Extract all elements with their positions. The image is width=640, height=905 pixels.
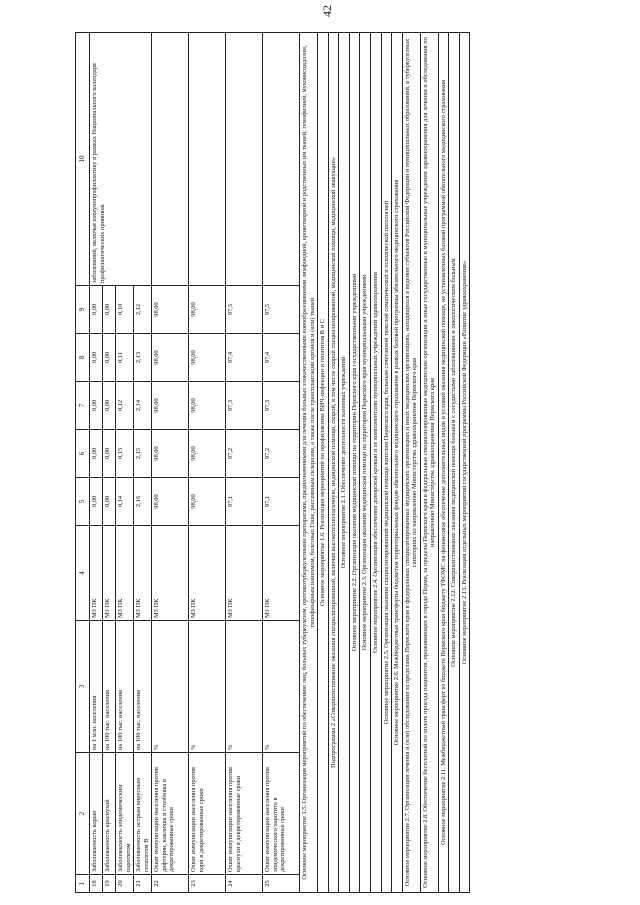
indicator-name: Заболеваемость эпидемическим паротитом: [116, 753, 134, 875]
measure-row: [402, 33, 420, 893]
empty-cell: [189, 33, 226, 286]
empty-cell: [152, 33, 189, 286]
table-row: [90, 33, 103, 893]
value: 97,2: [263, 430, 300, 478]
column-10-text: заболеваний, включая иммунопрофилактику в рамках Национального календаря профилактических прививок: [90, 33, 152, 286]
value: 0,00: [103, 382, 116, 430]
indicator-name: Охват иммунизации населения против эпидемического паротита в декретированные сроки: [263, 753, 300, 875]
unit: на 1 млн. населения: [90, 621, 103, 753]
indicator-name: Охват иммунизации населения против краснухи в декретированные сроки: [226, 753, 263, 875]
executor: МЗ ПК: [116, 526, 134, 621]
value: 98,00: [189, 478, 226, 526]
unit: на 100 тыс. населения: [134, 621, 152, 753]
indicator-name: Охват иммунизации населения против дифтерии, коклюша и столбняка в декретированные сроки: [152, 753, 189, 875]
value: 2,14: [134, 382, 152, 430]
table-row: [263, 33, 300, 893]
empty-cell: [226, 33, 263, 286]
measure-1-5: Основное мероприятие 1.5. Организация мероприятий по обеспечению лиц, больных туберкулезом, противотуберкулезными препаратами, предназначенными для лечения больных злокачественными новообразованиями лимфоидной, кроветворной и родственных им тканей, гемофилией, муковисцидозом, гипофизарным нанизмом, болезнью Гоше, рассеянным склерозом, а также после трансплантации органов и (или) тканей: [300, 33, 318, 893]
header-cell: 7: [76, 382, 90, 430]
unit: %: [226, 621, 263, 753]
page-number: 42: [320, 5, 334, 17]
measure-row: [420, 33, 438, 893]
value: 97,5: [263, 286, 300, 334]
value: 0,00: [103, 334, 116, 382]
row-number: 20: [116, 875, 134, 893]
measure-2-4: Основное мероприятие 2.4. Организация обеспечения донорской кровью и ее компонентами муниципальных учреждений здравоохранения: [371, 33, 382, 893]
value: 0,13: [116, 430, 134, 478]
header-cell: 2: [76, 753, 90, 875]
measure-row: [381, 33, 392, 893]
measure-1-6: Основное мероприятие 1.6. Реализация мероприятий по профилактике ВИЧ-инфекции и гепатитов В и С: [318, 33, 329, 893]
value: 2,12: [134, 286, 152, 334]
measure-row: [349, 33, 360, 893]
measure-2-6: Основное мероприятие 2.6. Межбюджетные трансферты бюджетам территориальных фондов обязательного медицинского страхования в рамках базовой программы обязательного медицинского страхования: [392, 33, 403, 893]
indicator-name: Заболеваемость острым вирусным гепатитом В: [134, 753, 152, 875]
subprogram-row: [328, 33, 339, 893]
value: 97,3: [226, 382, 263, 430]
value: 97,3: [263, 382, 300, 430]
row-number: 23: [189, 875, 226, 893]
header-cell: 5: [76, 478, 90, 526]
row-number: 19: [103, 875, 116, 893]
value: 0,00: [103, 286, 116, 334]
indicator-table-sheet: [75, 33, 470, 893]
measure-row: [392, 33, 403, 893]
row-number: 21: [134, 875, 152, 893]
unit: на 100 тыс. населения: [103, 621, 116, 753]
row-number: 22: [152, 875, 189, 893]
header-cell: 1: [76, 875, 90, 893]
measure-row: [438, 33, 449, 893]
value: 98,00: [189, 430, 226, 478]
unit: %: [189, 621, 226, 753]
header-cell: 4: [76, 526, 90, 621]
measure-row: [449, 33, 460, 893]
value: 97,4: [263, 334, 300, 382]
value: 98,00: [189, 382, 226, 430]
value: 98,00: [152, 382, 189, 430]
table-header-row: [76, 33, 90, 893]
measure-row: [371, 33, 382, 893]
measure-2-8: Основное мероприятие 2.8. Обеспечение бесплатной по оплате проезда пациентов, проживающих в городе Перми, за пределы Пермского края в федеральные специализированные медицинские организации и иные государственные и муниципальные учреждения здравоохранения для лечения и обследования по направлению Министерства здравоохранения Пермского края: [420, 33, 438, 893]
value: 0,00: [90, 430, 103, 478]
header-cell: 3: [76, 621, 90, 753]
executor: МЗ ПК: [134, 526, 152, 621]
indicator-name: Заболеваемость краснухой: [103, 753, 116, 875]
value: 0,00: [103, 478, 116, 526]
value: 97,4: [226, 334, 263, 382]
unit: %: [152, 621, 189, 753]
value: 98,00: [152, 478, 189, 526]
unit: на 100 тыс. населения: [116, 621, 134, 753]
executor: МЗ ПК: [103, 526, 116, 621]
table-row: [189, 33, 226, 893]
indicator-name: Заболеваемость корью: [90, 753, 103, 875]
value: 2,16: [134, 478, 152, 526]
indicator-name: Охват иммунизации населения против кори в декретированные сроки: [189, 753, 226, 875]
value: 98,00: [189, 334, 226, 382]
value: 97,5: [226, 286, 263, 334]
measure-2-13: Основное мероприятие 2.13. Реализация отдельных мероприятий государственной программы Российской Федерации «Развитие здравоохранения»: [459, 33, 470, 893]
row-number: 24: [226, 875, 263, 893]
value: 2,13: [134, 334, 152, 382]
executor: МЗ ПК: [263, 526, 300, 621]
header-cell: 10: [76, 33, 90, 286]
executor: МЗ ПК: [189, 526, 226, 621]
measure-2-7: Основное мероприятие 2.7. Организация лечения и (или) обследования за пределами Пермского края в федеральных специализированных медицинских организациях и иных медицинских организациях, находящихся в ведении субъектов Российской Федерации и муниципальных образований, в туберкулезных санаториях по направлению Министерства здравоохранения Пермского края: [402, 33, 420, 893]
value: 98,00: [152, 430, 189, 478]
executor: МЗ ПК: [226, 526, 263, 621]
measure-row: [339, 33, 350, 893]
measure-2-2: Основное мероприятие 2.2. Организация оказания медицинской помощи на территории Пермского края государственными учреждениями: [349, 33, 360, 893]
header-cell: 6: [76, 430, 90, 478]
value: 97,1: [226, 478, 263, 526]
measure-row: [360, 33, 371, 893]
measure-2-12: Основное мероприятие 2.12. Совершенствование оказания медицинской помощи больным с сосудистыми заболеваниями и онкологическим больным: [449, 33, 460, 893]
measure-2-5: Основное мероприятие 2.5. Организация оказания специализированной медицинской помощи жителям Пермского края, больным сочетанной тяжелой соматической и психической патологией: [381, 33, 392, 893]
table-row: [152, 33, 189, 893]
unit: %: [263, 621, 300, 753]
value: 0,00: [90, 382, 103, 430]
value: 98,00: [152, 334, 189, 382]
value: 0,12: [116, 382, 134, 430]
row-number: 18: [90, 875, 103, 893]
measure-row: [300, 33, 318, 893]
header-cell: 9: [76, 286, 90, 334]
empty-cell: [263, 33, 300, 286]
value: 97,1: [263, 478, 300, 526]
measure-2-3: Основное мероприятие 2.3. Организация оказания медицинской помощи на территории Пермского края муниципальными учреждениями: [360, 33, 371, 893]
value: 0,10: [116, 286, 134, 334]
value: 2,15: [134, 430, 152, 478]
value: 0,11: [116, 334, 134, 382]
executor: МЗ ПК: [152, 526, 189, 621]
value: 0,14: [116, 478, 134, 526]
measure-2-11: Основное мероприятие 2.11. Межбюджетный трансферт из бюджета Пермского края бюджету ТФОМС на финансовое обеспечение дополнительных видов и условий оказания медицинской помощи, не установленных базовой программой обязательного медицинского страхования: [438, 33, 449, 893]
executor: МЗ ПК: [90, 526, 103, 621]
subprogram-2-title: Подпрограмма 2 «Совершенствование оказания специализированной, включая высокотехнологичную, медицинской помощи, скорой, в том числе скорой специализированной, медицинской помощи, медицинской эвакуации»: [328, 33, 339, 893]
value: 98,00: [152, 286, 189, 334]
header-cell: 8: [76, 334, 90, 382]
table-row: [226, 33, 263, 893]
value: 0,00: [90, 286, 103, 334]
value: 98,00: [189, 286, 226, 334]
measure-row: [318, 33, 329, 893]
measure-row: [459, 33, 470, 893]
indicators-table: [75, 32, 470, 893]
row-number: 25: [263, 875, 300, 893]
measure-2-1: Основное мероприятие 2.1. Обеспечение деятельности казенных учреждений: [339, 33, 350, 893]
value: 0,00: [103, 430, 116, 478]
value: 97,2: [226, 430, 263, 478]
value: 0,00: [90, 478, 103, 526]
value: 0,00: [90, 334, 103, 382]
